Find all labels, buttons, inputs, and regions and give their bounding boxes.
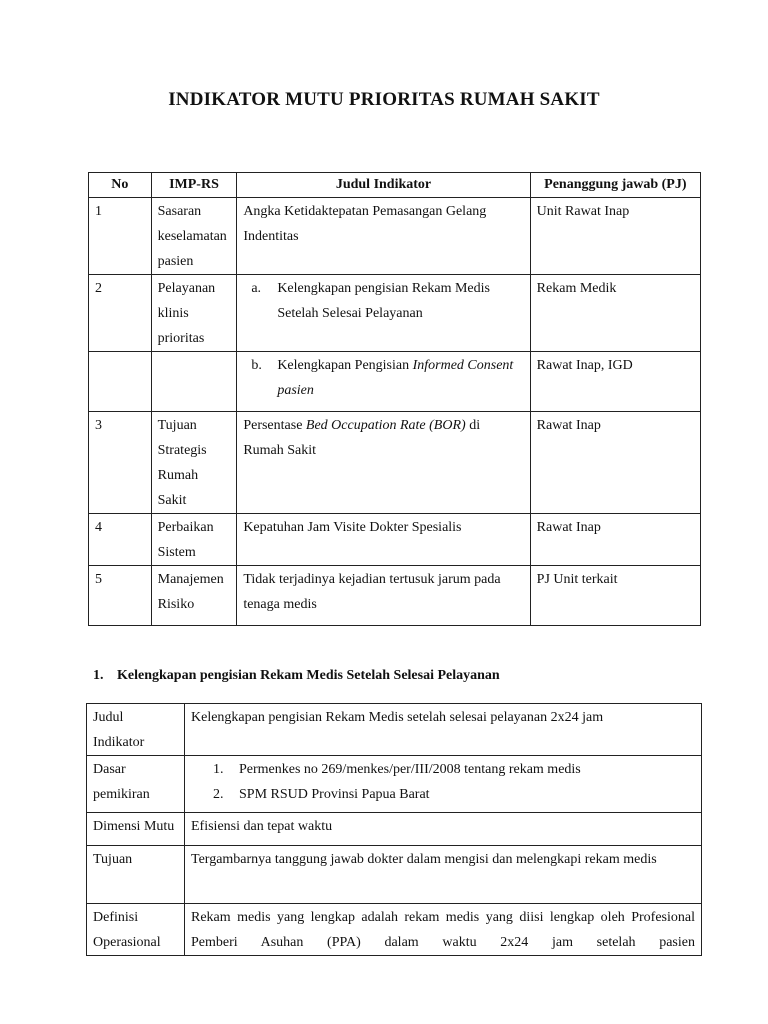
table-row — [87, 904, 702, 956]
list-text: Kelengkapan pengisian Rekam Medis Setelah Selesai Pelayanan — [277, 281, 490, 321]
section-number: 1. — [93, 668, 104, 683]
cell-imp-rs: Perbaikan Sistem — [151, 514, 237, 566]
column-header-imp-rs: IMP-RS — [151, 173, 237, 198]
cell-judul: Angka Ketidaktepatan Pemasangan Gelang Indentitas — [237, 198, 530, 275]
list-marker: 1. — [213, 762, 224, 777]
table-header-row — [89, 173, 701, 198]
row-label: Judul Indikator — [87, 704, 185, 756]
cell-no: 4 — [89, 514, 152, 566]
table-row — [89, 412, 701, 514]
italic-term: Bed Occupation Rate (BOR) — [305, 418, 466, 433]
text-run: di Rumah Sakit — [243, 418, 481, 458]
table-row — [89, 566, 701, 626]
table-row — [87, 756, 702, 813]
cell-imp-rs: Sasaran keselamatan pasien — [151, 198, 237, 275]
list-marker: a. — [251, 281, 262, 296]
indicator-table — [88, 172, 701, 626]
row-label: Definisi Operasional — [87, 904, 185, 956]
cell-pj: PJ Unit terkait — [530, 566, 700, 626]
row-label: Tujuan — [87, 846, 185, 904]
numbered-list — [191, 757, 695, 807]
row-value — [185, 756, 702, 813]
cell-pj: Unit Rawat Inap — [530, 198, 700, 275]
text-run: Kelengkapan Pengisian — [277, 358, 413, 373]
row-value: Kelengkapan pengisian Rekam Medis setelah selesai pelayanan 2x24 jam — [185, 704, 702, 756]
list-item — [243, 276, 523, 326]
row-label: Dimensi Mutu — [87, 813, 185, 846]
list-marker: b. — [251, 358, 262, 373]
cell-pj: Rawat Inap, IGD — [530, 352, 700, 412]
table-row — [87, 704, 702, 756]
table-row — [89, 198, 701, 275]
cell-imp-rs: Pelayanan klinis prioritas — [151, 275, 237, 352]
cell-judul: Kepatuhan Jam Visite Dokter Spesialis — [237, 514, 530, 566]
cell-imp-rs: Tujuan Strategis Rumah Sakit — [151, 412, 237, 514]
table-row — [87, 813, 702, 846]
list-text: SPM RSUD Provinsi Papua Barat — [239, 787, 430, 802]
table-row — [89, 275, 701, 352]
sub-list — [243, 276, 523, 326]
cell-no: 1 — [89, 198, 152, 275]
row-label: Dasar pemikiran — [87, 756, 185, 813]
table-row — [89, 514, 701, 566]
italic-term: Informed Consent pasien — [277, 358, 514, 398]
cell-pj: Rekam Medik — [530, 275, 700, 352]
column-header-no: No — [89, 173, 152, 198]
list-marker: 2. — [213, 787, 224, 802]
table-row — [89, 352, 701, 412]
list-text: Permenkes no 269/menkes/per/III/2008 tentang rekam medis — [239, 762, 581, 777]
column-header-penanggung-jawab: Penanggung jawab (PJ) — [530, 173, 700, 198]
cell-imp-rs — [151, 352, 237, 412]
indicator-profile-table — [86, 703, 702, 956]
list-text — [277, 353, 523, 403]
row-value: Rekam medis yang lengkap adalah rekam medis yang diisi lengkap oleh Profesional Pemberi Asuhan (PPA) dalam waktu 2x24 jam setelah pasien — [185, 904, 702, 956]
cell-no — [89, 352, 152, 412]
list-item — [191, 782, 695, 807]
sub-list — [243, 353, 523, 403]
cell-pj: Rawat Inap — [530, 412, 700, 514]
row-value: Tergambarnya tanggung jawab dokter dalam mengisi dan melengkapi rekam medis — [185, 846, 702, 904]
list-item — [243, 353, 523, 403]
cell-no: 2 — [89, 275, 152, 352]
cell-judul — [237, 412, 530, 514]
section-title: Kelengkapan pengisian Rekam Medis Setelah Selesai Pelayanan — [117, 668, 500, 683]
cell-no: 5 — [89, 566, 152, 626]
page-title: INDIKATOR MUTU PRIORITAS RUMAH SAKIT — [168, 89, 600, 110]
row-value: Efisiensi dan tepat waktu — [185, 813, 702, 846]
text-run: Persentase — [243, 418, 306, 433]
list-item — [191, 757, 695, 782]
cell-pj: Rawat Inap — [530, 514, 700, 566]
cell-judul — [237, 275, 530, 352]
cell-judul: Tidak terjadinya kejadian tertusuk jarum pada tenaga medis — [237, 566, 530, 626]
column-header-judul-indikator: Judul Indikator — [237, 173, 530, 198]
cell-imp-rs: Manajemen Risiko — [151, 566, 237, 626]
table-row — [87, 846, 702, 904]
cell-no: 3 — [89, 412, 152, 514]
cell-judul — [237, 352, 530, 412]
section-heading — [93, 668, 500, 684]
